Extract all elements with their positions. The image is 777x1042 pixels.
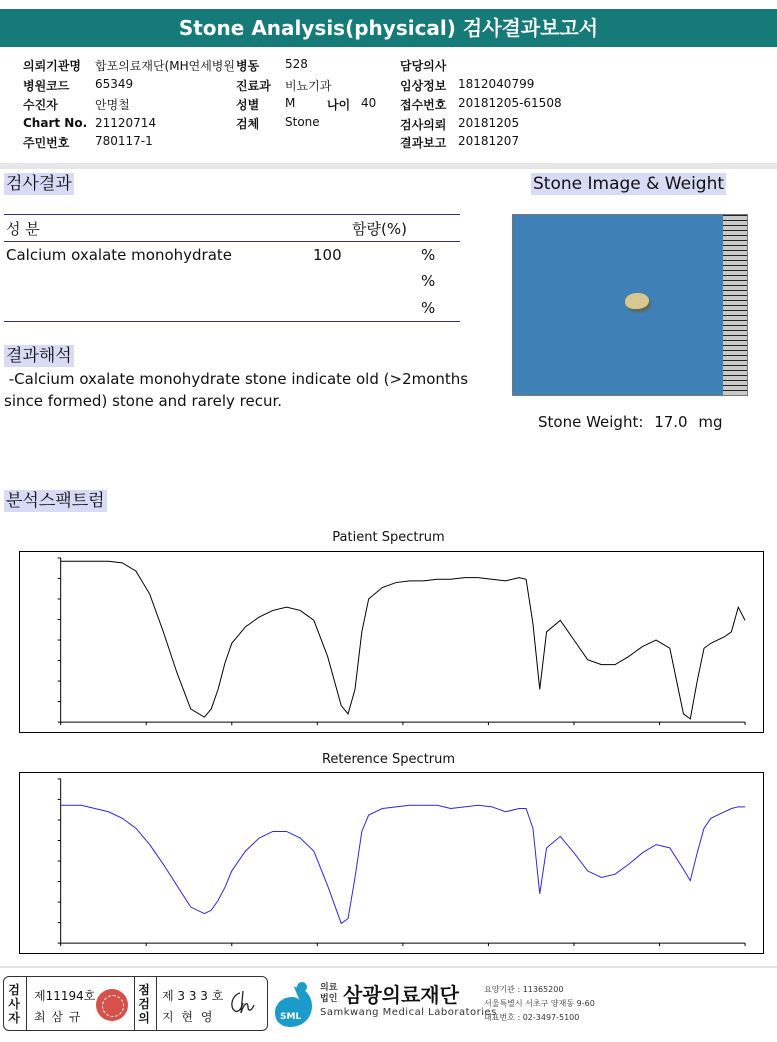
request-value: 20181205 bbox=[458, 116, 520, 130]
col-content-header: 함량(%) bbox=[352, 220, 407, 238]
institution-label: 의뢰기관명 bbox=[23, 59, 81, 73]
spectrum-section-title: 분석스팩트럼 bbox=[6, 491, 105, 511]
interpretation-line-1: -Calcium oxalate monohydrate stone indicate old (>2months bbox=[4, 370, 469, 388]
result-row-unit: % bbox=[421, 299, 436, 317]
resident-label: 주민번호 bbox=[23, 136, 70, 150]
footer-separator bbox=[26, 977, 27, 1030]
hospital-code-label: 병원코드 bbox=[23, 79, 70, 93]
result-section-title: 검사결과 bbox=[6, 174, 72, 194]
stone-weight bbox=[538, 413, 723, 431]
reviewer-license: 제 3 3 3 호 bbox=[162, 989, 224, 1003]
examiner-name: 최 삼 규 bbox=[34, 1010, 82, 1024]
specimen-value: Stone bbox=[285, 115, 320, 129]
result-row-name: Calcium oxalate monohydrate bbox=[6, 246, 233, 264]
chart-no-label: Chart No. bbox=[23, 116, 88, 130]
dept-label: 진료과 bbox=[236, 79, 271, 93]
sml-logo-icon bbox=[272, 979, 316, 1029]
reviewer-label: 점검의 bbox=[138, 983, 150, 1025]
patient-spectrum-line bbox=[61, 561, 745, 719]
institution-value: 합포의료재단(MH연세병원 bbox=[95, 59, 235, 73]
footer-divider bbox=[0, 966, 777, 968]
ward-value: 528 bbox=[285, 57, 308, 71]
age-label: 나이 bbox=[327, 98, 351, 112]
interpretation-line-2: since formed) stone and rarely recur. bbox=[4, 392, 283, 410]
clinical-label: 임상정보 bbox=[400, 79, 447, 93]
patient-spectrum-axes bbox=[58, 558, 745, 725]
stone-photo bbox=[512, 214, 748, 396]
stone-specimen bbox=[625, 293, 649, 309]
patient-value: 안명철 bbox=[95, 98, 130, 112]
sex-label: 성별 bbox=[236, 98, 260, 112]
org-prefix-line-1: 의료 bbox=[320, 983, 338, 993]
reference-spectrum-chart bbox=[19, 772, 764, 954]
footer-separator bbox=[156, 977, 157, 1030]
patient-spectrum-title: Patient Spectrum bbox=[332, 530, 445, 545]
org-phone: 대표번호 : 02-3497-5100 bbox=[484, 1013, 580, 1022]
dept-value: 비뇨기과 bbox=[285, 79, 332, 93]
table-header-rule bbox=[4, 241, 460, 242]
sex-value: M bbox=[285, 96, 296, 110]
hospital-code-value: 65349 bbox=[95, 77, 134, 91]
org-prefix-line-2: 법인 bbox=[320, 994, 338, 1004]
interpretation-section-title: 결과해석 bbox=[6, 346, 72, 366]
resident-value: 780117-1 bbox=[95, 134, 153, 148]
stone-image-section-title: Stone Image & Weight bbox=[533, 174, 725, 194]
stone-weight-label: Stone Weight: bbox=[538, 413, 644, 431]
footer-separator bbox=[134, 977, 135, 1030]
result-row-unit: % bbox=[421, 246, 436, 264]
result-row-unit: % bbox=[421, 272, 436, 290]
report-label: 결과보고 bbox=[400, 136, 447, 150]
specimen-label: 검체 bbox=[236, 117, 260, 131]
patient-spectrum-chart bbox=[19, 551, 764, 733]
receipt-value: 20181205-61508 bbox=[458, 96, 562, 110]
reference-spectrum-axes bbox=[58, 779, 745, 946]
table-top-rule bbox=[4, 214, 460, 215]
stone-weight-value: 17.0 bbox=[654, 413, 688, 431]
reference-spectrum-title: Reterence Spectrum bbox=[321, 752, 456, 767]
sml-logo-text: SML bbox=[280, 1012, 302, 1022]
reviewer-signature bbox=[226, 987, 262, 1019]
org-contact bbox=[484, 983, 595, 1025]
age-value: 40 bbox=[361, 96, 377, 110]
result-row-value: 100 bbox=[313, 246, 342, 264]
header-divider bbox=[0, 163, 777, 169]
signature-box bbox=[3, 976, 268, 1031]
request-label: 검사의뢰 bbox=[400, 118, 447, 132]
examiner-label: 검사자 bbox=[8, 983, 20, 1025]
stone-weight-unit: mg bbox=[698, 413, 723, 431]
examiner-license: 제11194호 bbox=[34, 989, 96, 1003]
org-english-name: Samkwang Medical Laboratories bbox=[320, 1007, 497, 1018]
receipt-label: 접수번호 bbox=[400, 98, 447, 112]
report-title: Stone Analysis(physical) 검사결과보고서 bbox=[0, 9, 777, 47]
reviewer-name: 지 현 영 bbox=[162, 1010, 215, 1024]
examiner-seal bbox=[96, 989, 128, 1021]
col-component-header: 성 분 bbox=[6, 220, 40, 238]
org-code: 요양기관 : 11365200 bbox=[484, 985, 564, 994]
table-bottom-rule bbox=[4, 321, 460, 322]
org-address: 서울특별시 서초구 양재동 9-60 bbox=[484, 999, 595, 1008]
org-name: 삼광의료재단 bbox=[343, 983, 459, 1007]
clinical-value: 1812040799 bbox=[458, 77, 535, 91]
reference-spectrum-line bbox=[61, 805, 745, 923]
org-prefix bbox=[320, 983, 337, 1005]
patient-label: 수진자 bbox=[23, 98, 58, 112]
chart-no-value: 21120714 bbox=[95, 116, 157, 130]
ward-label: 병동 bbox=[236, 59, 260, 73]
doctor-label: 담당의사 bbox=[400, 59, 447, 73]
measurement-ruler bbox=[723, 215, 747, 395]
report-value: 20181207 bbox=[458, 134, 520, 148]
